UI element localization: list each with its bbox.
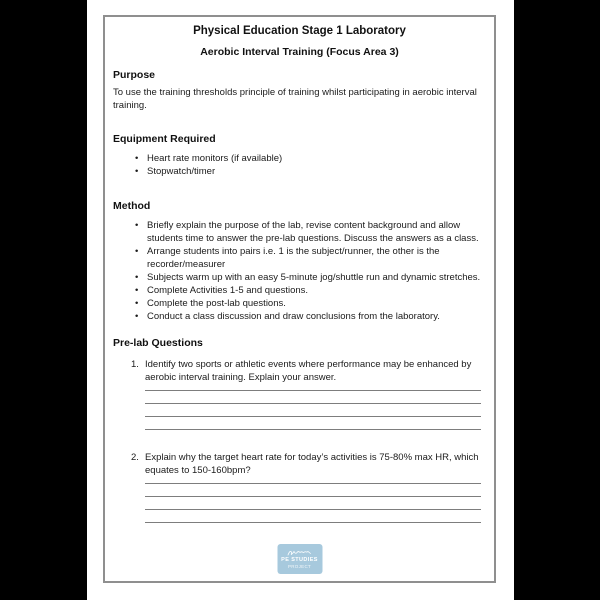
- question-1-number: 1.: [131, 359, 139, 370]
- equipment-heading: Equipment Required: [113, 133, 216, 145]
- question-2-text: Explain why the target heart rate for today’s activities is 75-80% max HR, which equates to 150-160bpm?: [145, 452, 479, 476]
- method-item-text: Arrange students into pairs i.e. 1 is the subject/runner, the other is the recorder/measurer: [147, 246, 440, 270]
- method-item-text: Subjects warm up with an easy 5-minute jog/shuttle run and dynamic stretches.: [147, 272, 481, 283]
- method-list: [113, 219, 486, 323]
- bullet-icon: •: [135, 311, 139, 322]
- bullet-icon: •: [135, 166, 139, 177]
- bullet-icon: •: [135, 153, 139, 164]
- purpose-body: To use the training thresholds principle of training whilst participating in aerobic interval training.: [113, 87, 477, 111]
- answer-line: [145, 391, 481, 404]
- method-item-text: Complete the post-lab questions.: [147, 298, 286, 309]
- bullet-icon: •: [135, 246, 139, 257]
- answer-line: [145, 510, 481, 523]
- prelab-heading: Pre-lab Questions: [113, 337, 203, 349]
- page-title: Physical Education Stage 1 Laboratory: [193, 25, 406, 37]
- answer-line: [145, 417, 481, 430]
- method-list-item: [113, 297, 486, 310]
- answer-line: [145, 497, 481, 510]
- method-list-item: [113, 284, 486, 297]
- document-canvas: [87, 0, 514, 600]
- method-item-text: Briefly explain the purpose of the lab, revise content background and allow students time to answer the pre-lab questions. Discuss the answers as a class.: [147, 220, 479, 244]
- answer-line: [145, 484, 481, 497]
- answer-line: [145, 477, 481, 484]
- question-1: [113, 358, 486, 384]
- equipment-item-text: Heart rate monitors (if available): [147, 153, 283, 164]
- equipment-list: [113, 152, 486, 178]
- method-item-text: Conduct a class discussion and draw conclusions from the laboratory.: [147, 311, 440, 322]
- method-list-item: [113, 219, 486, 245]
- equipment-list-item: [113, 152, 486, 165]
- method-heading: Method: [113, 200, 151, 212]
- purpose-heading: Purpose: [113, 69, 156, 81]
- question-1-answer-lines: [145, 384, 481, 430]
- question-2-number: 2.: [131, 452, 139, 463]
- logo-scribble-icon: [287, 549, 313, 557]
- equipment-item-text: Stopwatch/timer: [147, 166, 216, 177]
- equipment-list-item: [113, 165, 486, 178]
- bullet-icon: •: [135, 220, 139, 231]
- worksheet-page: [103, 15, 496, 583]
- bullet-icon: •: [135, 272, 139, 283]
- logo-text-line2: PROJECT: [287, 563, 312, 569]
- page-subtitle: Aerobic Interval Training (Focus Area 3): [200, 46, 399, 58]
- method-list-item: [113, 271, 486, 284]
- question-2-answer-lines: [145, 477, 481, 523]
- answer-line: [145, 384, 481, 391]
- logo-text-line1: PE STUDIES: [281, 556, 318, 563]
- method-item-text: Complete Activities 1-5 and questions.: [147, 285, 309, 296]
- method-list-item: [113, 245, 486, 271]
- pe-studies-logo: [277, 544, 322, 574]
- answer-line: [145, 404, 481, 417]
- question-2: [113, 451, 486, 477]
- bullet-icon: •: [135, 285, 139, 296]
- method-list-item: [113, 310, 486, 323]
- question-1-text: Identify two sports or athletic events where performance may be enhanced by aerobic interval training. Explain your answer.: [145, 359, 472, 383]
- bullet-icon: •: [135, 298, 139, 309]
